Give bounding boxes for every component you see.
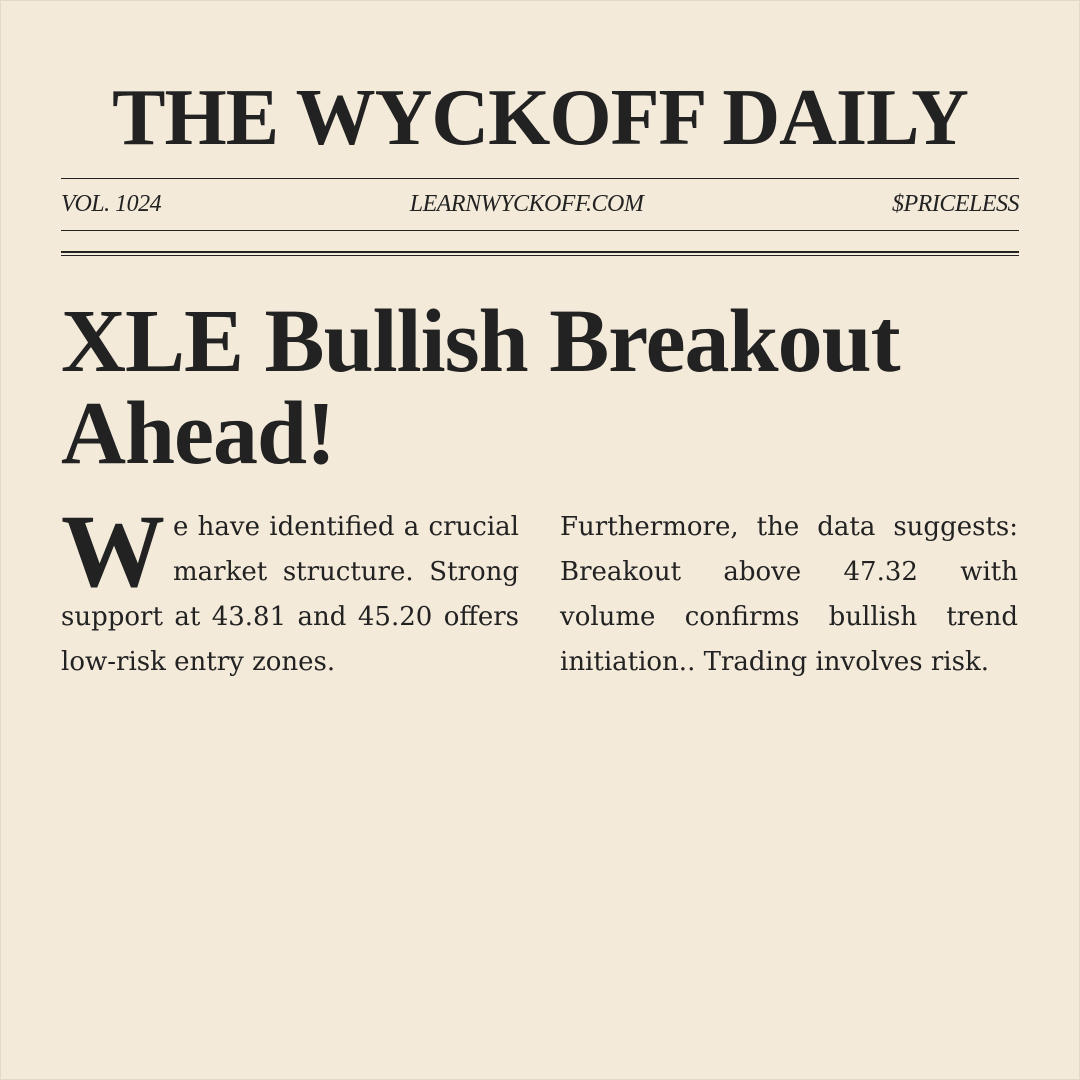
double-divider-top <box>61 251 1019 253</box>
site-label: LEARNWYCKOFF.COM <box>409 191 644 217</box>
masthead-title: THE WYCKOFF DAILY <box>112 74 968 162</box>
article-column-left <box>61 494 519 685</box>
divider <box>61 178 1019 179</box>
article-column-right <box>560 505 1018 685</box>
divider <box>61 230 1019 231</box>
drop-cap: W <box>61 494 165 609</box>
meta-bar <box>61 188 1019 220</box>
price-label: $PRICELESS <box>892 191 1019 217</box>
headline: XLE Bullish Breakout Ahead! <box>61 292 900 483</box>
article-text-left: e have identified a crucial market structure. Strong support at 43.81 and 45.20 offers low-risk entry zones. <box>61 512 519 677</box>
article-text-right: Furthermore, the data suggests: Breakout above 47.32 with volume confirms bullish trend initiation.. Trading involves risk. <box>560 512 1018 677</box>
double-divider-bottom <box>61 255 1019 256</box>
volume-label: VOL. 1024 <box>61 191 162 217</box>
